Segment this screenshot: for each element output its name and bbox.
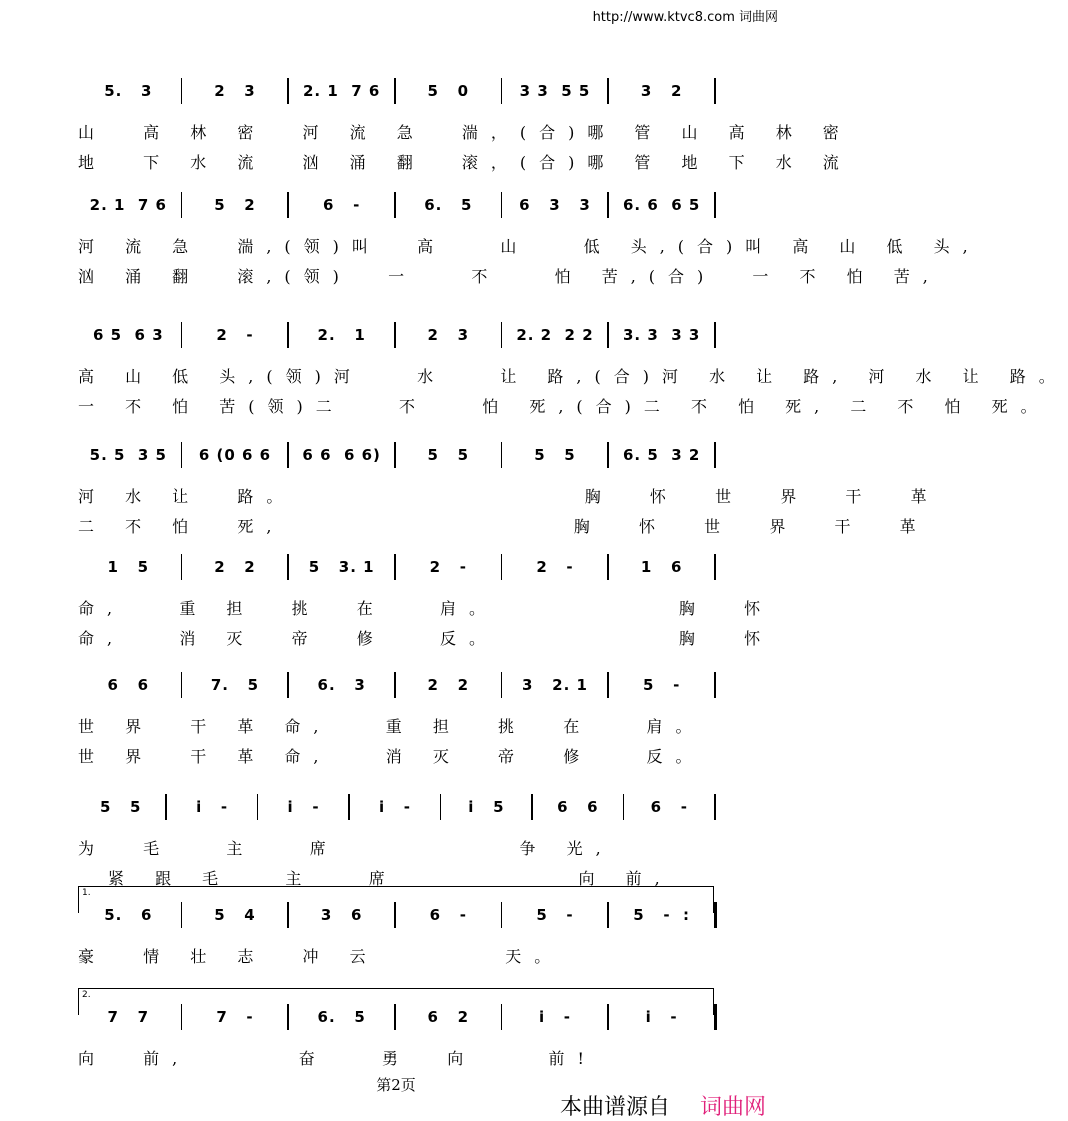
measure xyxy=(185,668,286,702)
site-url[interactable]: http://www.ktvc8.com 词曲网 xyxy=(592,10,778,25)
measure-notes: 6 - xyxy=(322,196,361,214)
bar-line xyxy=(257,794,259,820)
bar-line xyxy=(501,1004,503,1030)
bar-line xyxy=(287,192,289,218)
measure-notes: 2 - xyxy=(536,558,574,576)
lyric-line: 高 山 低 头,(领)河 水 让 路,(合)河 水 让 路, 河 水 让 路。 xyxy=(78,367,1068,386)
measure xyxy=(398,438,499,472)
measure-notes: 2 2 xyxy=(214,558,256,576)
measure xyxy=(78,438,179,472)
bar-line xyxy=(348,794,350,820)
measure-notes: 2. 1 7 6 xyxy=(302,82,381,100)
measure xyxy=(185,1000,286,1034)
notes-line xyxy=(78,898,718,932)
measure-notes: 2 - xyxy=(216,326,254,344)
measure-notes: 7 - xyxy=(216,1008,254,1026)
page-number: 第2页 xyxy=(376,1076,416,1094)
measure xyxy=(611,668,712,702)
measure-notes: 2 - xyxy=(429,558,467,576)
measure xyxy=(291,438,392,472)
measure-notes: i - xyxy=(287,798,320,816)
measure xyxy=(78,898,179,932)
bar-line xyxy=(607,322,609,348)
measure xyxy=(444,790,529,824)
notes-line xyxy=(78,550,718,584)
measure xyxy=(291,188,392,222)
bar-line xyxy=(607,192,609,218)
lyric-line: 世 界 干 革 命, 重 担 挑 在 肩。 xyxy=(78,717,705,736)
bar-line xyxy=(287,672,289,698)
bar-line xyxy=(287,554,289,580)
bar-line xyxy=(440,794,442,820)
bar-line xyxy=(287,322,289,348)
measure xyxy=(398,1000,499,1034)
measure xyxy=(78,318,179,352)
measure-notes: 6 - xyxy=(650,798,688,816)
bar-line xyxy=(394,78,396,104)
measure-notes: 5 5 xyxy=(427,446,470,464)
lyric-line: 山 高 林 密 河 流 急 湍，(合)哪 管 山 高 林 密 xyxy=(78,123,852,142)
measure-notes: 1 6 xyxy=(640,558,683,576)
measure xyxy=(261,790,346,824)
bar-line xyxy=(165,794,167,820)
measure xyxy=(169,790,254,824)
measure-notes: 2 3 xyxy=(427,326,470,344)
bar-line xyxy=(501,322,503,348)
bar-line xyxy=(501,902,503,928)
lyric-line: 命, 重 担 挑 在 肩。 胸 怀 xyxy=(78,599,774,618)
notes-line xyxy=(78,74,718,108)
notes-line xyxy=(78,438,718,472)
measure-notes: 5 4 xyxy=(214,906,256,924)
measure-notes: 6. 3 xyxy=(317,676,366,694)
bar-line xyxy=(531,794,533,820)
bar-line xyxy=(607,902,609,928)
measure-notes: i - xyxy=(645,1008,678,1026)
measure-notes: 5. 3 xyxy=(104,82,153,100)
measure-notes: 3 2. 1 xyxy=(522,676,588,694)
measure xyxy=(627,790,712,824)
measure-notes: 6 6 xyxy=(557,798,599,816)
lyric-line: 河 水 让 路。 胸 怀 世 界 干 革 xyxy=(78,487,940,506)
bar-line xyxy=(714,322,716,348)
volta-number: 1. xyxy=(82,888,91,898)
measure-notes: 3. 3 3 3 xyxy=(622,326,701,344)
bar-line xyxy=(501,672,503,698)
lyric-line: 地 下 水 流 汹 涌 翻 滚，(合)哪 管 地 下 水 流 xyxy=(78,153,852,172)
bar-line xyxy=(501,192,503,218)
bar-line xyxy=(623,794,625,820)
lyric-line: 紧 跟 毛 主 席 向 前, xyxy=(108,869,673,888)
measure xyxy=(185,898,286,932)
bar-line xyxy=(181,902,183,928)
lyric-line: 河 流 急 湍,(领)叫 高 山 低 头,(合)叫 高 山 低 头, xyxy=(78,237,981,256)
bar-line xyxy=(287,442,289,468)
measure-notes: 6 (0 6 6 xyxy=(198,446,272,464)
measure xyxy=(185,550,286,584)
measure-notes: 7 7 xyxy=(107,1008,150,1026)
bar-line xyxy=(714,554,716,580)
measure xyxy=(291,318,392,352)
bar-line xyxy=(181,78,183,104)
bar-line xyxy=(394,902,396,928)
measure xyxy=(505,898,606,932)
measure xyxy=(505,1000,606,1034)
measure-notes: 6 5 6 3 xyxy=(93,326,164,344)
measure xyxy=(185,74,286,108)
measure-notes: 3 3 5 5 xyxy=(519,82,591,100)
measure xyxy=(398,188,499,222)
measure xyxy=(505,438,606,472)
measure xyxy=(185,438,286,472)
lyric-line: 为 毛 主 席 争 光, xyxy=(78,839,614,858)
measure-notes: 6 - xyxy=(429,906,467,924)
bar-line xyxy=(394,1004,396,1030)
bar-line xyxy=(287,902,289,928)
measure-notes: 5. 6 xyxy=(104,906,153,924)
measure xyxy=(398,74,499,108)
lyric-line: 世 界 干 革 命, 消 灭 帝 修 反。 xyxy=(78,747,705,766)
measure xyxy=(78,188,179,222)
bar-line xyxy=(501,554,503,580)
bar-line xyxy=(607,672,609,698)
measure-notes: 6 6 6 6) xyxy=(302,446,381,464)
measure xyxy=(505,318,606,352)
measure-notes: 2. 2 2 2 xyxy=(516,326,594,344)
bar-line xyxy=(714,192,716,218)
measure-notes: 7. 5 xyxy=(210,676,260,694)
bar-line xyxy=(394,672,396,698)
bar-line xyxy=(181,672,183,698)
measure xyxy=(185,318,286,352)
measure-notes: i - xyxy=(196,798,229,816)
notes-line xyxy=(78,188,718,222)
measure xyxy=(291,898,392,932)
measure-notes: 2. 1 7 6 xyxy=(89,196,167,214)
measure-notes: 5. 5 3 5 xyxy=(89,446,167,464)
notes-line xyxy=(78,318,718,352)
bar-line xyxy=(607,442,609,468)
measure-notes: 6 6 xyxy=(107,676,150,694)
measure-notes: 5 0 xyxy=(427,82,470,100)
measure-notes: i - xyxy=(538,1008,571,1026)
measure xyxy=(78,668,179,702)
measure xyxy=(398,668,499,702)
measure xyxy=(611,898,712,932)
measure xyxy=(291,550,392,584)
measure-notes: 5 5 xyxy=(534,446,576,464)
bar-line xyxy=(181,1004,183,1030)
measure xyxy=(535,790,620,824)
measure-notes: 6. 6 6 5 xyxy=(622,196,701,214)
measure-notes: 5 5 xyxy=(99,798,142,816)
bar-line xyxy=(714,794,716,820)
bar-line xyxy=(287,1004,289,1030)
measure-notes: 2. 1 xyxy=(317,326,366,344)
bar-line xyxy=(287,78,289,104)
measure-notes: i - xyxy=(378,798,412,816)
source-site[interactable]: 词曲网 xyxy=(700,1095,767,1120)
lyric-line: 二 不 怕 死, 胸 怀 世 界 干 革 xyxy=(78,517,929,536)
measure-notes: 6. 5 xyxy=(317,1008,366,1026)
volta-number: 2. xyxy=(82,990,91,1000)
bar-line xyxy=(181,322,183,348)
bar-line xyxy=(501,78,503,104)
lyric-line: 命, 消 灭 帝 修 反。 胸 怀 xyxy=(78,629,774,648)
measure xyxy=(291,668,392,702)
measure xyxy=(611,1000,712,1034)
measure-notes: 5 2 xyxy=(214,196,256,214)
bar-line xyxy=(714,902,717,928)
measure-notes: 6. 5 xyxy=(424,196,473,214)
bar-line xyxy=(607,1004,609,1030)
measure xyxy=(611,438,712,472)
measure-notes: 1 5 xyxy=(107,558,150,576)
notes-line xyxy=(78,1000,718,1034)
lyric-line: 汹 涌 翻 滚,(领) 一 不 怕 苦,(合) 一 不 怕 苦, xyxy=(78,267,941,286)
measure xyxy=(505,188,606,222)
notes-line xyxy=(78,668,718,702)
measure xyxy=(611,318,712,352)
bar-line xyxy=(607,554,609,580)
measure-notes: 3 6 xyxy=(320,906,363,924)
measure xyxy=(78,1000,179,1034)
lyric-line: 豪 情 壮 志 冲 云 天。 xyxy=(78,947,564,966)
bar-line xyxy=(181,192,183,218)
measure xyxy=(291,74,392,108)
bar-line xyxy=(501,442,503,468)
bar-line xyxy=(714,672,716,698)
measure xyxy=(78,550,179,584)
measure xyxy=(78,790,163,824)
measure-notes: 6. 5 3 2 xyxy=(622,446,701,464)
measure-notes: 2 3 xyxy=(214,82,256,100)
measure-notes: 5 3. 1 xyxy=(308,558,375,576)
measure xyxy=(611,74,712,108)
measure xyxy=(185,188,286,222)
measure xyxy=(505,668,606,702)
measure xyxy=(398,898,499,932)
bar-line xyxy=(394,192,396,218)
measure xyxy=(611,550,712,584)
bar-line xyxy=(394,322,396,348)
measure xyxy=(291,1000,392,1034)
bar-line xyxy=(714,442,716,468)
measure-notes: 6 3 3 xyxy=(519,196,591,214)
measure xyxy=(352,790,437,824)
measure xyxy=(505,550,606,584)
measure xyxy=(398,550,499,584)
lyric-line: 向 前, 奋 勇 向 前! xyxy=(78,1049,597,1068)
bar-line xyxy=(181,442,183,468)
bar-line xyxy=(394,554,396,580)
measure xyxy=(611,188,712,222)
lyric-line: 一 不 怕 苦(领)二 不 怕 死,(合)二 不 怕 死, 二 不 怕 死。 xyxy=(78,397,1050,416)
measure-notes: 2 2 xyxy=(427,676,470,694)
bar-line xyxy=(714,1004,717,1030)
bar-line xyxy=(607,78,609,104)
measure xyxy=(398,318,499,352)
measure xyxy=(505,74,606,108)
bar-line xyxy=(181,554,183,580)
source-label: 本曲谱源自 xyxy=(560,1095,671,1120)
measure-notes: 5 - xyxy=(642,676,681,694)
measure xyxy=(78,74,179,108)
bar-line xyxy=(714,78,716,104)
notes-line xyxy=(78,790,718,824)
measure-notes: 6 2 xyxy=(427,1008,470,1026)
measure-notes: 3 2 xyxy=(640,82,683,100)
measure-notes: 5 - xyxy=(536,906,574,924)
measure-notes: 5 - : xyxy=(633,906,691,924)
measure-notes: i 5 xyxy=(468,798,505,816)
bar-line xyxy=(394,442,396,468)
